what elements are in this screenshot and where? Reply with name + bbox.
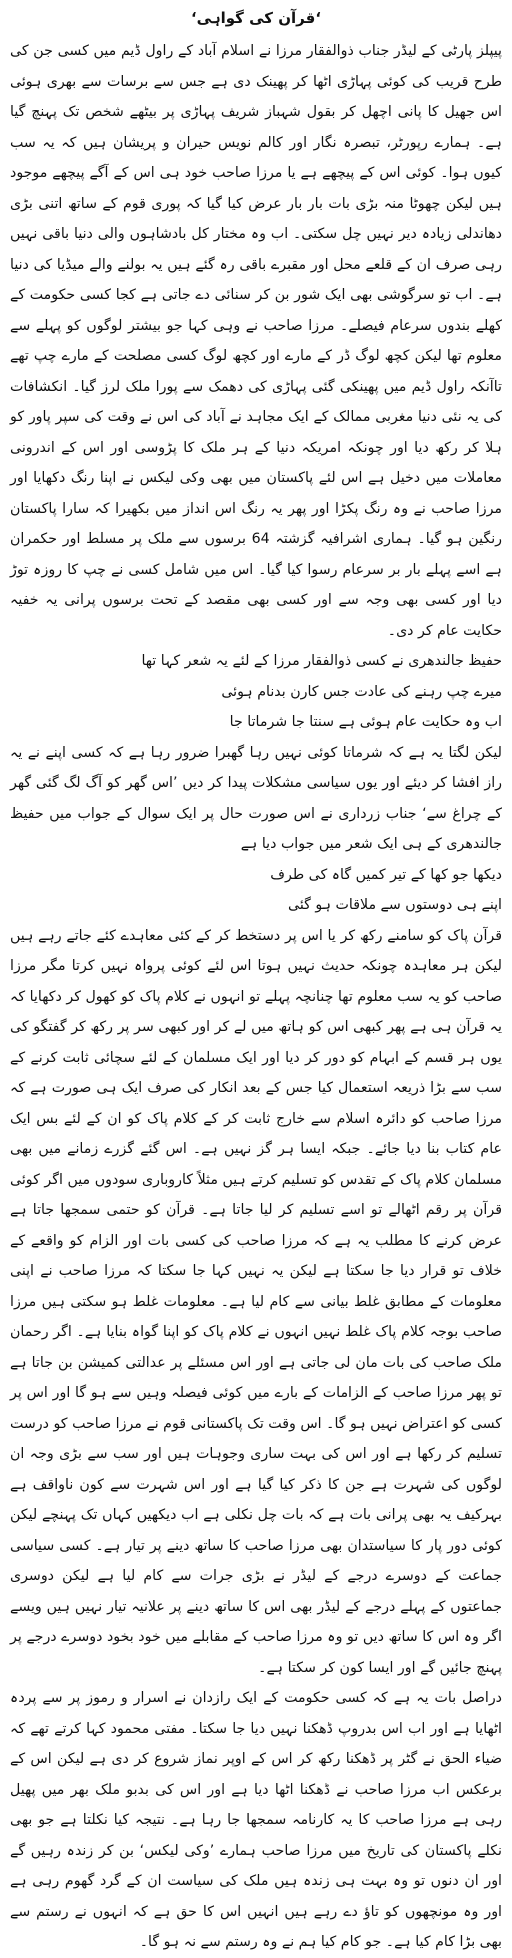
verse-2-line-1: دیکھا جو کھا کے تیر کمیں گاہ کی طرف: [270, 866, 502, 883]
verse-1-line-1: میرے چپ رہنے کی عادت جس کارن بدنام ہوئی: [221, 683, 502, 700]
article-title: ‘قرآن کی گواہی‘: [190, 9, 322, 27]
verse-2-line-2: اپنے ہی دوستوں سے ملاقات ہو گئی: [288, 897, 502, 913]
paragraph-3: لیکن لگتا یہ ہے کہ شرماتا کوئی نہیں رہا گھبرا ضرور رہا ہے کہ کسی اپنے نے یہ راز افشا کر دیئے اور یوں سیاسی مشکلات پیدا کر دیں ’اس گھر کو آگ لگ گئی گھر کے چراغ سے‘ جناب زرداری نے اس صورت حال پر ایک سوال کے جواب میں حفیظ جالندھری کے ہی ایک شعر میں جواب دیا ہے: [10, 744, 502, 852]
paragraph-2: حفیظ جالندھری نے کسی ذوالفقار مرزا کے لئے یہ شعر کہا تھا: [141, 653, 502, 669]
paragraph-1: پیپلز پارٹی کے لیڈر جناب ذوالفقار مرزا نے اسلام آباد کے راول ڈیم میں کسی جن کی طرح قریب کی کوئی پہاڑی اٹھا کر پھینک دی ہے جس سے برسات سے بھری ہوئی اس جھیل کا پانی اچھل کر بقول شہباز شریف پہاڑی پر بیٹھے شخص تک پہنچ گیا ہے۔ ہمارے رپورٹر، تبصرہ نگار اور کالم نویس حیران و پریشان ہیں کہ یہ سب کیوں ہوا۔ کوئی اس کے پیچھے ہے یا مرزا صاحب خود ہی اس کے آگے پیچھے موجود ہیں لیکن چھوٹا منہ بڑی بات بار بار عرض کیا گیا کہ پوری قوم کے ساتھ اتنی بڑی دھاندلی زیادہ دیر نہیں چل سکتی۔ اب وہ مختار کل بادشاہوں والی دنیا باقی نہیں رہی صرف ان کے قلعے محل اور مقبرے باقی رہ گئے ہیں یہ بولنے والے میڈیا کی دنیا ہے۔ اب تو سرگوشی بھی ایک شور بن کر سنائی دے جاتی ہے کجا کسی حکومت کے کھلے بندوں سرعام فیصلے۔ مرزا صاحب نے وہی کہا جو بیشتر لوگوں کو پہلے سے معلوم تھا لیکن کچھ لوگ ڈر کے مارے اور کچھ لوگ کسی مصلحت کے مارے چپ تھے تاآنکہ راول ڈیم میں پھینکی گئی پہاڑی کی دھمک سے پورا ملک لرز گیا۔ انکشافات کی یہ نئی دنیا مغربی ممالک کے ایک مجاہد نے آباد کی اس نے وقت کی سپر پاور کو ہلا کر رکھ دیا اور چونکہ امریکہ دنیا کے ہر ملک کا پڑوسی اور اس کے اندرونی معاملات میں دخیل ہے اس لئے پاکستان میں بھی وکی لیکس نے اپنا رنگ دکھایا اور مرزا صاحب نے وہ رنگ پکڑا اور پھر یہ رنگ اس انداز میں بکھیرا کہ سارا پاکستان رنگین ہو گیا۔ ہماری اشرافیہ گزشتہ 64 برسوں سے ملک پر مسلط اور حکمران ہے اسے پہلے بار بر سرعام رسوا کیا گیا۔ اس میں شامل کسی نے چپ کا روزہ توڑ دیا اور کسی بھی وجہ سے اور کسی بھی مقصد کے تحت برسوں پرانی یہ خفیہ حکایت عام کر دی۔: [10, 43, 503, 639]
paragraph-5: دراصل بات یہ ہے کہ کسی حکومت کے ایک رازدان نے اسرار و رموز پر سے پردہ اٹھایا ہے اور اب اس بدروپ ڈھکنا نہیں دیا جا سکتا۔ مفتی محمود کہا کرتے تھے کہ ضیاء الحق نے گٹر پر ڈھکنا رکھ کر اس کے اوپر نماز شروع کر دی ہے لیکن اس کے برعکس اب مرزا صاحب نے ڈھکنا اٹھا دیا ہے اور اس کی بدبو ملک بھر میں پھیل رہی ہے مرزا صاحب کا یہ کارنامہ سمجھا جا رہا ہے۔ نتیجہ کیا نکلتا ہے جو بھی نکلے پاکستان کی تاریخ میں مرزا صاحب ہمارے ’وکی لیکس‘ بن کر زندہ رہیں گے اور ان دنوں تو وہ بہت ہی زندہ ہیں ملک کی سیاست ان کے گرد گھوم رہی ہے اور وہ مونچھوں کو تاؤ دے رہے ہیں انہیں اس کا حق ہے کہ انہوں نے رستم سے بھی بڑا کام کیا ہے۔ جو کام کیا ہم نے وہ رستم سے نہ ہو گا۔: [10, 1690, 502, 1950]
verse-1-line-2: اب وہ حکایت عام ہوئی ہے سنتا جا شرماتا جا: [229, 714, 502, 730]
paragraph-4: قرآن پاک کو سامنے رکھ کر یا اس پر دستخط کر کے کئی معاہدے کئے جاتے رہے ہیں لیکن ہر معاہدہ چونکہ حدیث نہیں ہوتا اس لئے کوئی پرواہ نہیں کرتا مگر مرزا صاحب کو یہ سب معلوم تھا چنانچہ پہلے تو انہوں نے کلام پاک کو کھول کر دکھایا کہ یہ قرآن ہی ہے پھر کبھی اس کو ہاتھ میں لے کر اور کبھی سر پر رکھ کر گفتگو کی یوں ہر قسم کے ابہام کو دور کر دیا اور ایک مسلمان کے لئے سچائی ثابت کرنے کے سب سے بڑا ذریعہ استعمال کیا جس کے بعد انکار کی صرف ایک ہی صورت ہے کہ مرزا صاحب کو دائرہ اسلام سے خارج ثابت کر کے کلام پاک کو ان کے لئے بس ایک عام کتاب بنا دیا جائے۔ جبکہ ایسا ہر گز نہیں ہے۔ اس گئے گزرے زمانے میں بھی مسلمان کلام پاک کے تقدس کو تسلیم کرتے ہیں مثلاً کاروباری سودوں میں اگر کوئی قرآن پر رقم اٹھالے تو اسے تسلیم کر لیا جاتا ہے۔ قرآن کو حتمی سمجھا جاتا ہے عرض کرنے کا مطلب یہ ہے کہ مرزا صاحب کی کسی بات اور الزام کو واقعے کے خلاف تو قرار دیا جا سکتا ہے لیکن یہ نہیں کہا جا سکتا کہ مرزا صاحب نے اپنی معلومات کے مطابق غلط بیانی سے کام لیا ہے۔ معلومات غلط ہو سکتی ہیں مرزا صاحب بوجہ کلام پاک غلط نہیں انہوں نے کلام پاک کو اپنا گواہ بنایا ہے۔ اگر رحمان ملک صاحب کی بات مان لی جاتی ہے اور اس مسئلے پر عدالتی کمیشن بن جاتا ہے تو پھر مرزا صاحب کے الزامات کے بارے میں کوئی فیصلہ وہیں سے ہو گا اور اس پر کسی کو اعتراض نہیں ہو گا۔ اس وقت تک پاکستانی قوم نے مرزا صاحب کو درست تسلیم کر رکھا ہے اور اس کی بہت ساری وجوہات ہیں اور سب سے بڑی وجہ ان لوگوں کی شہرت ہے جن کا ذکر کیا گیا ہے اور اس شہرت سے کون ناواقف ہے بہرکیف یہ بھی پرانی بات ہے کہ بات چل نکلی ہے اب دیکھیں کہاں تک پہنچے لیکن کوئی دور پار کا سیاستدان بھی مرزا صاحب کا ساتھ دینے پر تیار ہے۔ کسی سیاسی جماعت کے دوسرے درجے کے لیڈر نے بڑی جرات سے کام لیا ہے لیکن دوسری جماعتوں کے پہلے درجے کے لیڈر بھی اس کا ساتھ دینے پر علانیہ تیار نہیں ہیں ویسے اگر وہ اس کا ساتھ دیں تو وہ مرزا صاحب کے مقابلے میں خود بخود دوسرے درجے پر پہنچ جائیں گے اور ایسا کون کر سکتا ہے۔: [9, 927, 502, 1676]
